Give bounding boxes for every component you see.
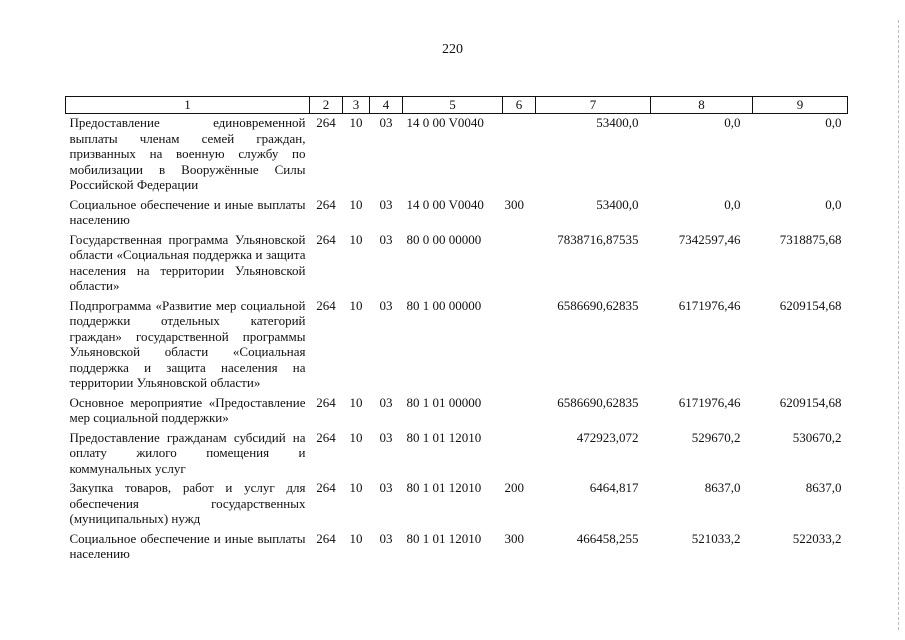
amount-col8-cell: 6171976,46 [678,297,741,313]
page-number: 220 [442,42,463,57]
target-article-cell: 80 1 01 12010 [406,429,482,445]
expense-type-cell: 200 [504,480,524,495]
column-header: 3 [343,97,370,114]
amount-col8-cell: 6171976,46 [678,394,741,410]
table-row [66,530,848,565]
expense-type-cell: 300 [504,196,524,212]
table-row [66,114,848,196]
table-header-row [66,97,848,114]
expense-type-cell [503,394,536,429]
table-row [66,429,848,480]
amount-col9-cell: 6209154,68 [779,297,842,313]
row-name-cell: Закупка товаров, работ и услуг для обеспечения государственных (муниципальных) нужд [69,480,306,526]
amount-col7-cell: 7838716,87535 [557,231,639,247]
row-name-cell: Предоставление гражданам субсидий на оплату жилого помещения и коммунальных услуг [69,429,306,476]
row-name-cell: Предоставление единовременной выплаты членам семей граждан, призванных на военную службу по мобилизации в Вооружённые Силы Российской Федерации [69,115,306,192]
ministry-code-cell: 264 [316,297,336,313]
section-code-cell: 10 [349,297,363,313]
column-header: 4 [370,97,403,114]
column-header: 7 [536,97,651,114]
amount-col8-cell: 529670,2 [691,429,741,445]
amount-col8-cell: 0,0 [724,115,741,130]
section-code-cell: 10 [349,394,363,410]
amount-col8-cell: 7342597,46 [678,231,741,247]
target-article-cell: 80 1 01 12010 [406,530,482,546]
section-code-cell: 10 [349,231,363,247]
subsection-code-cell: 03 [379,297,393,313]
expense-type-cell: 300 [504,530,524,546]
ministry-code-cell: 264 [316,480,336,495]
row-name-cell: Государственная программа Ульяновской области «Социальная поддержка и защита населения на территории Ульяновской области» [69,231,306,293]
subsection-code-cell: 03 [379,530,393,546]
subsection-code-cell: 03 [379,429,393,445]
target-article-cell: 80 0 00 00000 [406,231,482,247]
target-article-cell: 80 1 00 00000 [406,297,482,313]
column-header: 2 [310,97,343,114]
section-code-cell: 10 [349,530,363,546]
row-name-cell: Социальное обеспечение и иные выплаты населению [69,530,306,561]
amount-col7-cell: 6586690,62835 [557,394,639,410]
amount-col9-cell: 522033,2 [792,530,842,546]
amount-col9-cell: 7318875,68 [779,231,842,247]
row-name-cell: Социальное обеспечение и иные выплаты населению [69,196,306,227]
row-name-cell: Основное мероприятие «Предоставление мер социальной поддержки» [69,394,306,425]
target-article-cell: 14 0 00 V0040 [406,196,484,212]
table-row [66,479,848,530]
target-article-cell: 80 1 01 12010 [406,480,482,495]
row-name-cell: Подпрограмма «Развитие мер социальной поддержки отдельных категорий граждан» государственной программы Ульяновской области «Социальная поддержка и защита населения на территории Ульяновской области» [69,297,306,390]
amount-col7-cell: 53400,0 [596,115,639,130]
column-header: 6 [503,97,536,114]
expense-type-cell [503,114,536,196]
ministry-code-cell: 264 [316,196,336,212]
target-article-cell: 14 0 00 V0040 [406,115,484,130]
column-header: 5 [403,97,503,114]
subsection-code-cell: 03 [379,394,393,410]
expense-type-cell [503,297,536,394]
section-code-cell: 10 [349,196,363,212]
amount-col8-cell: 0,0 [724,196,741,212]
subsection-code-cell: 03 [379,231,393,247]
section-code-cell: 10 [349,115,363,130]
ministry-code-cell: 264 [316,115,336,130]
subsection-code-cell: 03 [379,480,393,495]
target-article-cell: 80 1 01 00000 [406,394,482,410]
ministry-code-cell: 264 [316,394,336,410]
amount-col8-cell: 8637,0 [704,480,741,495]
table-row [66,394,848,429]
budget-table [65,96,848,565]
section-code-cell: 10 [349,429,363,445]
amount-col9-cell: 6209154,68 [779,394,842,410]
section-code-cell: 10 [349,480,363,495]
amount-col7-cell: 53400,0 [596,196,639,212]
subsection-code-cell: 03 [379,196,393,212]
expense-type-cell [503,231,536,297]
expense-type-cell [503,429,536,480]
scan-margin-marks [896,20,899,630]
amount-col7-cell: 472923,072 [576,429,639,445]
ministry-code-cell: 264 [316,429,336,445]
table-row [66,196,848,231]
amount-col9-cell: 8637,0 [805,480,842,495]
subsection-code-cell: 03 [379,115,393,130]
table-body [66,114,848,565]
table-row [66,297,848,394]
amount-col8-cell: 521033,2 [691,530,741,546]
column-header: 9 [753,97,848,114]
ministry-code-cell: 264 [316,231,336,247]
amount-col9-cell: 0,0 [825,196,842,212]
table-row [66,231,848,297]
amount-col9-cell: 0,0 [825,115,842,130]
amount-col9-cell: 530670,2 [792,429,842,445]
amount-col7-cell: 6464,817 [589,480,639,495]
amount-col7-cell: 466458,255 [576,530,639,546]
column-header: 1 [66,97,310,114]
column-header: 8 [651,97,753,114]
amount-col7-cell: 6586690,62835 [557,297,639,313]
ministry-code-cell: 264 [316,530,336,546]
